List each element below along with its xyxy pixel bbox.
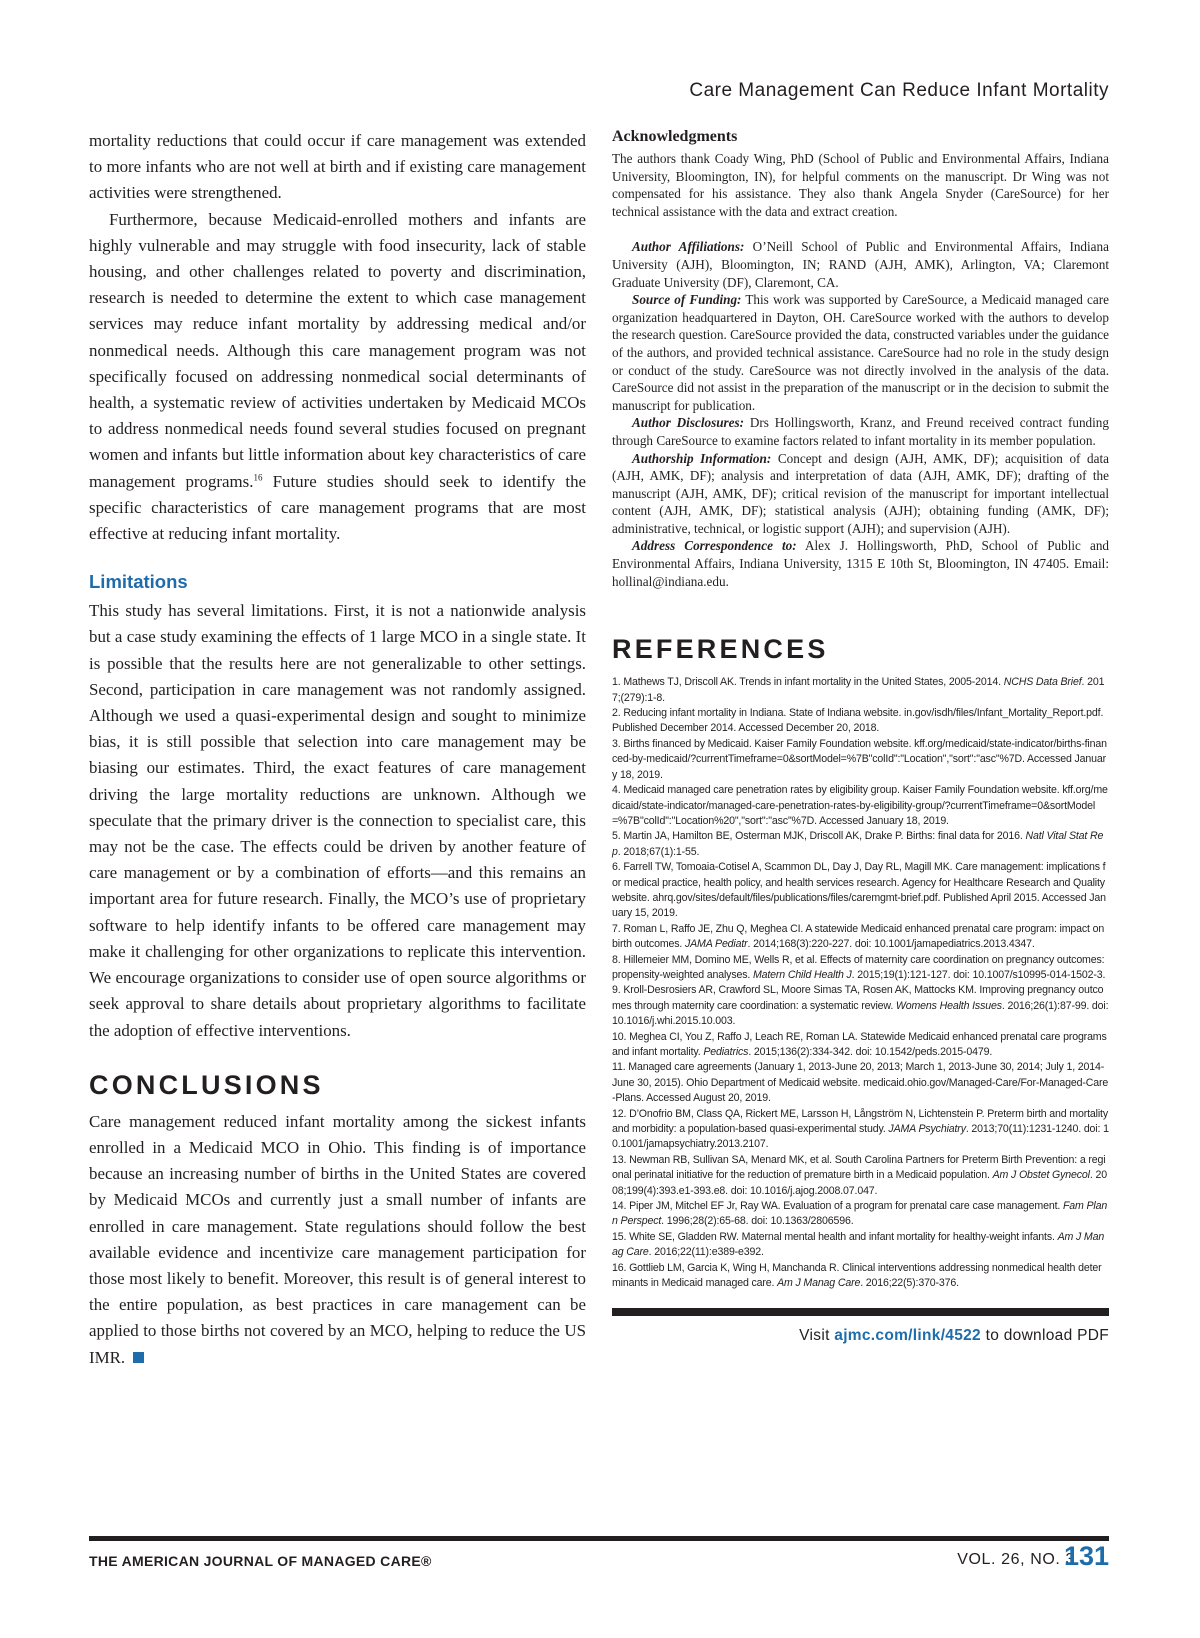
references-heading: REFERENCES [612,634,829,665]
reference-citation: . 2016;22(5):370-376. [860,1277,959,1290]
reference-citation: . 2008;199(4):393.e1-393.e8. doi: 10.1016/j.ajog.2008.07.047. [612,1169,1107,1197]
authorship-information [612,450,1109,538]
reference-text: 9. Kroll-Desrosiers AR, Crawford SL, Moore Simas TA, Rosen AK, Mattocks KM. Improving pregnancy outcomes through maternity care coordination: a systematic review. [612,984,1104,1012]
visit-suffix: to download PDF [980,1326,1109,1344]
reference-text: 15. White SE, Gladden RW. Maternal mental health and infant mortality for healthy-weight infants. [612,1230,1058,1243]
reference-citation: . 2016;22(11):e389-e392. [648,1246,764,1259]
footer-volume: VOL. 26, NO. 3 [957,1551,1075,1568]
paragraph-2-part-b: Future studies should seek to identify the specific characteristics of care management programs that are most effective at reducing infant mortality. [89,471,587,544]
reference-item [612,1060,1109,1106]
acknowledgments-text: The authors thank Coady Wing, PhD (School of Public and Environmental Affairs, Indiana University, Bloomington, IN), for helpful comments on the manuscript. Dr Wing was not compensated for his assistance. They also thank Angela Snyder (CareSource) for her technical assistance with the data and extract creation. [612,151,1109,219]
conclusions-heading: CONCLUSIONS [89,1069,324,1100]
funding-label: Source of Funding: [632,292,742,308]
reference-citation: . 2013;70(11):1231-1240. doi: 10.1001/jamapsychiatry.2013.2107. [612,1123,1109,1151]
reference-text: 2. Reducing infant mortality in Indiana. State of Indiana website. in.gov/isdh/files/Infant_Mortality_Report.pdf. Published December 2014. Accessed December 20, 2018. [612,707,1104,735]
references-divider [612,1308,1109,1316]
reference-text: 13. Newman RB, Sullivan SA, Menard MK, et al. South Carolina Partners for Preterm Birth Prevention: a regional perinatal initiative for the reduction of premature birth in a Medicaid population. [612,1153,1106,1182]
conclusions-paragraph [89,1109,586,1371]
reference-text: 11. Managed care agreements (January 1, 2013-June 20, 2013; March 1, 2013-June 30, 2014; July 1, 2014-June 30, 2015). Ohio Department of Medicaid website. medicaid.ohio.gov/Managed-Care/For-Managed-Care-Plans. Accessed August 20, 2019. [612,1061,1109,1105]
authorship-label: Authorship Information: [632,450,772,466]
limitations-heading: Limitations [89,571,188,593]
reference-item [612,1199,1109,1230]
reference-journal: Am J Manag Care [612,1230,1105,1259]
affiliations-text: O’Neill School of Public and Environmental Affairs, Indiana University (AJH), Bloomington, IN; RAND (AJH, AMK), Arlington, VA; Claremont Graduate University (DF), Claremont, CA. [612,239,1109,290]
footer-divider [89,1536,1109,1541]
reference-journal: JAMA Pediatr [684,938,748,951]
reference-text: 14. Piper JM, Mitchel EF Jr, Ray WA. Evaluation of a program for prenatal care case management. [612,1200,1063,1213]
reference-journal: Natl Vital Stat Rep [612,830,1104,858]
paragraph-2 [89,207,586,548]
reference-citation: . 2018;67(1):1-55. [617,845,700,858]
source-of-funding [612,291,1109,414]
author-disclosures [612,414,1109,449]
reference-item [612,783,1109,829]
acknowledgments-heading: Acknowledgments [612,128,738,145]
disclosures-label: Author Disclosures: [632,415,745,431]
disclosures-text: Drs Hollingsworth, Kranz, and Freund received contract funding through CareSource to examine factors related to infant mortality in its member population. [612,415,1109,448]
reference-item [612,737,1109,783]
reference-item [612,922,1109,953]
end-of-article-square-icon [133,1352,144,1363]
reference-item [612,1230,1109,1261]
reference-list [612,675,1109,1291]
visit-prefix: Visit [799,1326,835,1344]
paragraph-1: mortality reductions that could occur if care management was extended to more infants who are not well at birth and if existing care management activities were strengthened. [89,131,586,203]
running-title: Care Management Can Reduce Infant Mortality [689,80,1109,101]
reference-citation: . 2014;168(3):220-227. doi: 10.1001/jamapediatrics.2013.4347. [747,938,1035,951]
reference-journal: Am J Obstet Gynecol [992,1169,1090,1182]
limitations-text: This study has several limitations. First, it is not a nationwide analysis but a case study examining the effects of 1 large MCO in a single state. It is possible that the results here are not generalizable to other settings. Second, participation in care management was not randomly assigned. Although we used a quasi-experimental design and sought to minimize bias, it is still possible that selection into care management may be biasing our estimates. Third, the exact features of care management driving the large mortality reductions are unknown. Although we speculate that the primary driver is the connection to specialist care, this may not be the case. The effects could be driven by another feature of care management or by a combination of efforts—and this remains an important area for future research. Finally, the MCO’s use of proprietary software to help identify infants to be offered care management may make it challenging for other organizations to replicate this intervention. We encourage organizations to consider use of open source algorithms or seek approval to share details about proprietary algorithms to facilitate the adoption of effective interventions. [89,601,586,1040]
reference-text: 7. Roman L, Raffo JE, Zhu Q, Meghea CI. A statewide Medicaid enhanced prenatal care program: impact on birth outcomes. [612,922,1105,951]
citation-superscript: 16 [253,472,263,483]
address-label: Address Correspondence to: [632,538,797,554]
reference-item [612,675,1109,706]
conclusions-text: Care management reduced infant mortality among the sickest infants enrolled in a Medicaid MCO in Ohio. This finding is of importance because an increasing number of births in the United States are covered by Medicaid MCOs and currently just a small number of infants are enrolled in care management. State regulations should follow the best available evidence and incentivize care management participation for those most likely to benefit. Moreover, this result is of general interest to the entire population, as best practices in care management can be applied to those births not covered by an MCO, helping to reduce the US IMR. [89,1111,586,1367]
reference-text: 1. Mathews TJ, Driscoll AK. Trends in infant mortality in the United States, 2005-2014. [612,676,1004,689]
reference-item [612,953,1109,984]
footer-journal-name: THE AMERICAN JOURNAL OF MANAGED CARE® [89,1553,432,1569]
reference-text: 4. Medicaid managed care penetration rates by eligibility group. Kaiser Family Foundation website. kff.org/medicaid/state-indicator/managed-care-penetration-rates-by-eligibility-group/?currentTimeframe=0&sortModel=%7B"colId":"Location%20","sort":"asc"%7D. Accessed January 18, 2019. [612,784,1108,827]
reference-text: 3. Births financed by Medicaid. Kaiser Family Foundation website. kff.org/medicaid/state-indicator/births-financed-by-medicaid/?currentTimeframe=0&sortModel=%7B"colId":"Location","sort":"asc"%7D. Accessed January 18, 2019. [612,737,1107,781]
reference-text: 10. Meghea CI, You Z, Raffo J, Leach RE, Roman LA. Statewide Medicaid enhanced prenatal care programs and infant mortality. [612,1030,1107,1058]
reference-journal: NCHS Data Brief [1003,676,1082,689]
reference-journal: Fam Plann Perspect [612,1200,1108,1228]
reference-item [612,983,1109,1029]
reference-citation: . 2015;136(2):334-342. doi: 10.1542/peds.2015-0479. [748,1046,993,1058]
reference-citation: . 2017;(279):1-8. [612,676,1105,704]
reference-item [612,1261,1109,1292]
reference-text: 12. D’Onofrio BM, Class QA, Rickert ME, Larsson H, Långström N, Lichtenstein P. Preterm birth and mortality and morbidity: a population-based quasi-experimental study. [612,1107,1108,1136]
reference-citation: . 2016;26(1):87-99. doi: 10.1016/j.whi.2015.10.003. [612,999,1109,1028]
left-column [89,128,586,1371]
paragraph-2-part-a: Furthermore, because Medicaid-enrolled mothers and infants are highly vulnerable and may struggle with food insecurity, lack of stable housing, and other challenges related to poverty and discrimination, research is needed to determine the extent to which case management services may reduce infant mortality by addressing medical and/or nonmedical needs. Although this care management program was not specifically focused on addressing nonmedical social determinants of health, a systematic review of activities undertaken by Medicaid MCOs to address nonmedical needs found several studies focused on pregnant women and infants but little information about key characteristics of care management programs. [89,209,586,491]
authorship-text: Concept and design (AJH, AMK, DF); acquisition of data (AJH, AMK, DF); analysis and interpretation of data (AJH, AMK, DF); drafting of the manuscript (AJH, AMK, DF); critical revision of the manuscript for important intellectual content (AJH, AMK, DF); statistical analysis (AJH); obtaining funding (AMK, DF); administrative, technical, or logistic support (AJH); and supervision (AJH). [612,450,1109,536]
reference-text: 5. Martin JA, Hamilton BE, Osterman MJK, Driscoll AK, Drake P. Births: final data for 2016. [612,830,1026,843]
reference-journal: Womens Health Issues [895,999,1002,1012]
address-text: Alex J. Hollingsworth, PhD, School of Public and Environmental Affairs, Indiana University, 1315 E 10th St, Bloomington, IN 47405. Email: hollinal@indiana.edu. [612,538,1110,589]
reference-journal: JAMA Psychiatry [888,1123,966,1136]
funding-text: This work was supported by CareSource, a Medicaid managed care organization headquartered in Dayton, OH. CareSource worked with the authors to develop the research question. CareSource provided the data, constructed variables under the guidance of the authors, and provided technical assistance. CareSource had no role in the study design or conduct of the study. CareSource was not directly involved in the analysis of the data. CareSource did not assist in the preparation of the manuscript or in the decision to submit the manuscript for publication. [612,292,1109,413]
reference-item [612,1153,1109,1199]
reference-item [612,829,1109,860]
reference-journal: Am J Manag Care [777,1277,861,1290]
address-correspondence [612,537,1109,590]
download-pdf-link[interactable]: ajmc.com/link/4522 [834,1326,981,1344]
reference-item [612,1107,1109,1153]
reference-item [612,860,1109,922]
reference-citation: . 2015;19(1):121-127. doi: 10.1007/s10995-014-1502-3. [851,968,1106,981]
reference-citation: . 1996;28(2):65-68. doi: 10.1363/2806596. [661,1215,854,1228]
download-pdf-note [612,1327,1109,1345]
reference-text: 8. Hillemeier MM, Domino ME, Wells R, et al. Effects of maternity care coordination on pregnancy outcomes: propensity-weighted analyses. [612,953,1105,981]
reference-item [612,706,1109,737]
reference-journal: Matern Child Health J [752,968,852,981]
right-column [612,128,1109,1345]
affiliations-label: Author Affiliations: [632,239,745,255]
reference-item [612,1030,1109,1061]
page-number: 131 [1063,1541,1109,1571]
reference-text: 6. Farrell TW, Tomoaia-Cotisel A, Scammon DL, Day J, Day RL, Magill MK. Care management: implications for medical practice, health policy, and health services research. Agency for Healthcare Research and Quality website. ahrq.gov/sites/default/files/publications/files/caremgmt-brief.pdf. Published April 2015. Accessed January 15, 2019. [612,861,1106,920]
reference-journal: Pediatrics [703,1046,749,1058]
reference-text: 16. Gottlieb LM, Garcia K, Wing H, Manchanda R. Clinical interventions addressing nonmedical health determinants in Medicaid managed care. [612,1261,1102,1290]
author-affiliations [612,238,1109,291]
